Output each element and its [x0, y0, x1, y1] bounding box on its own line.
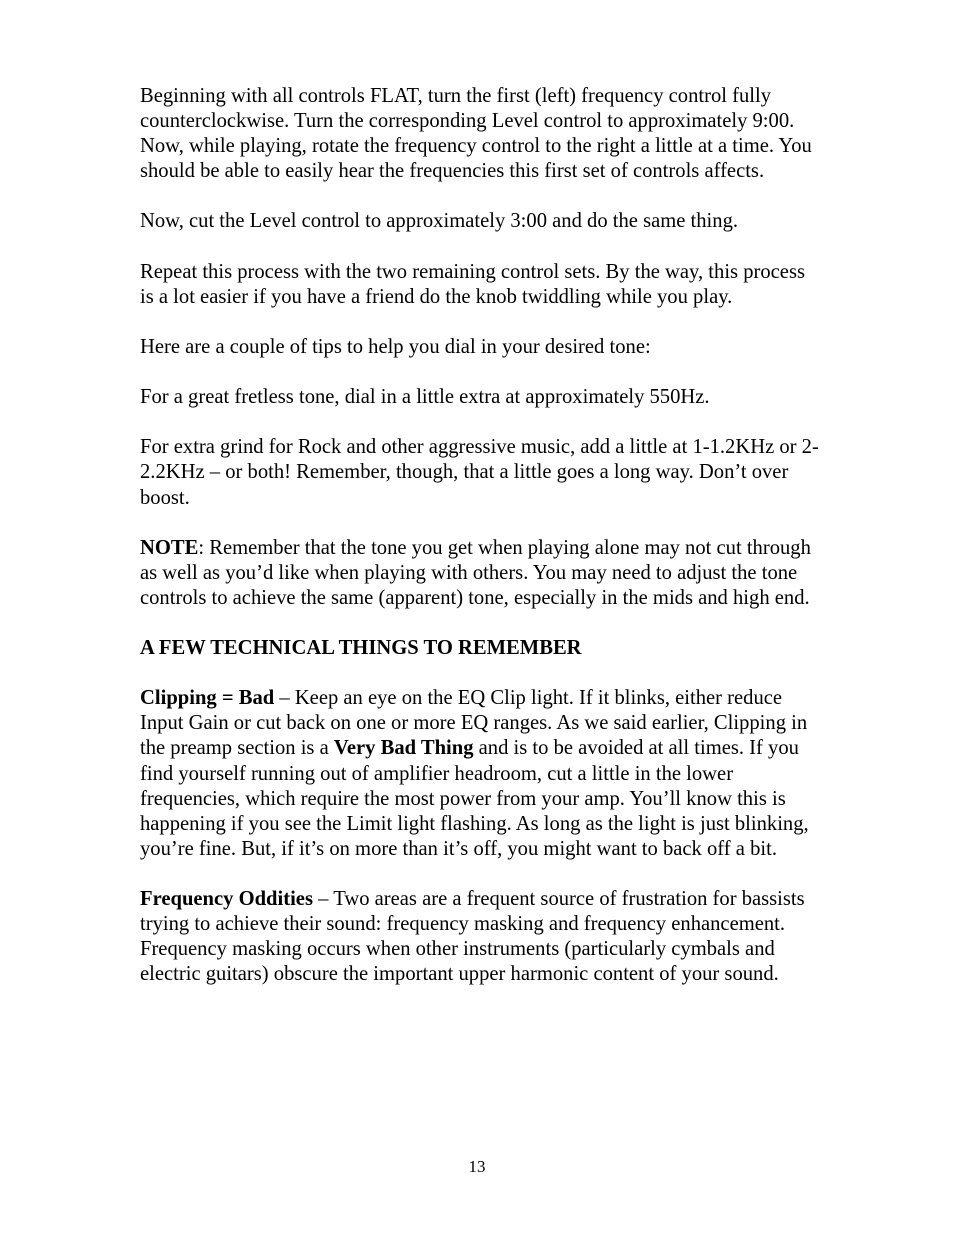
frequency-oddities-text: – Two areas are a frequent source of frustration for bassists trying to achieve their sound: frequency masking and frequency enhancement. Frequency masking occurs when other instruments (particularly cymbals and electric guitars) obscure the important upper harmonic content of your sound. — [140, 888, 805, 986]
paragraph-grind-tip: For extra grind for Rock and other aggressive music, add a little at 1-1.2KHz or 2-2.2KHz – or both! Remember, though, that a little goes a long way. Don’t over boost. — [140, 436, 819, 509]
paragraph-level-cut: Now, cut the Level control to approximately 3:00 and do the same thing. — [140, 210, 739, 233]
frequency-oddities-label: Frequency Oddities — [140, 888, 313, 910]
clipping-emphasis: Very Bad Thing — [333, 737, 474, 760]
paragraph-repeat-process: Repeat this process with the two remaining control sets. By the way, this process is a lot easier if you have a friend do the knob twiddling while you play. — [140, 260, 805, 308]
note-text: : Remember that the tone you get when playing alone may not cut through as well as you’d like when playing with others. You may need to adjust the tone controls to achieve the same (apparent) tone, especially in the mids and high end. — [140, 536, 811, 609]
document-body — [140, 84, 820, 1012]
paragraph-note — [140, 536, 820, 611]
clipping-label: Clipping = Bad — [140, 687, 275, 710]
paragraph-fretless-tip: For a great fretless tone, dial in a little extra at approximately 550Hz. — [140, 386, 710, 409]
clipping-text-before: – Keep an eye on the EQ Clip light. If it blinks, either reduce Input Gain or cut back on one or more EQ ranges. As we said earlier, Clipping in the preamp section is a — [140, 687, 808, 760]
section-heading: A FEW TECHNICAL THINGS TO REMEMBER — [140, 637, 582, 660]
paragraph-frequency-oddities — [140, 887, 820, 987]
page-number: 13 — [468, 1157, 486, 1176]
note-label: NOTE — [140, 536, 199, 559]
paragraph-flat-controls: Beginning with all controls FLAT, turn the first (left) frequency control fully counterclockwise. Turn the corresponding Level control to approximately 9:00. Now, while playing, rotate the frequency control to the right a little at a time. You should be able to easily hear the frequencies this first set of controls affects. — [140, 85, 812, 183]
paragraph-clipping — [140, 686, 820, 862]
clipping-text-after: and is to be avoided at all times. If you find yourself running out of amplifier headroom, cut a little in the lower frequencies, which require the most power from your amp. You’ll know this is happening if you see the Limit light flashing. As long as the light is just blinking, you’re fine. But, if it’s on more than it’s off, you might want to back off a bit. — [140, 737, 809, 860]
paragraph-tips-intro: Here are a couple of tips to help you dial in your desired tone: — [140, 335, 651, 358]
